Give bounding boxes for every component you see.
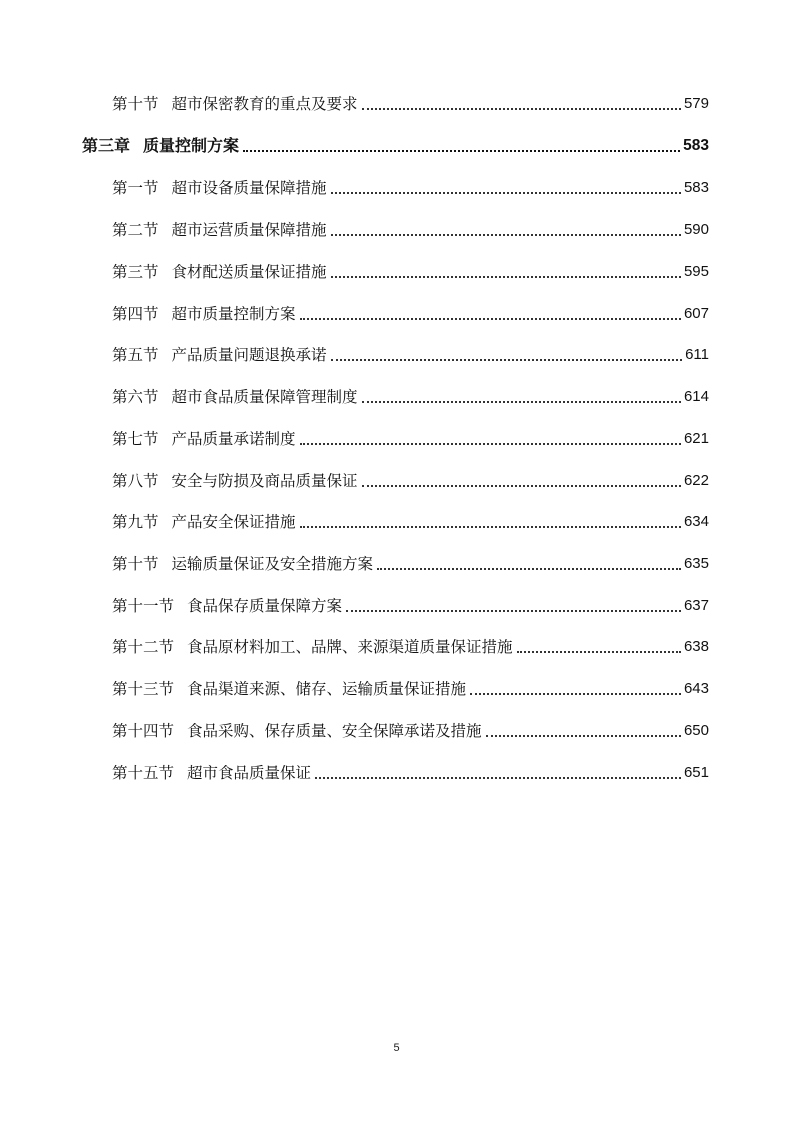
dot-leader	[470, 692, 681, 695]
toc-entry[interactable]	[112, 176, 709, 200]
toc-entry-page: 621	[683, 430, 709, 447]
toc-entry-label: 第二节	[112, 221, 159, 239]
dot-leader	[331, 358, 683, 361]
toc-entry-label: 第六节	[112, 388, 159, 406]
toc-entry[interactable]	[112, 302, 709, 326]
toc-entry-title: 食材配送质量保证措施	[171, 263, 327, 281]
toc-entry-page: 579	[683, 95, 709, 112]
toc-entry-page: 622	[683, 472, 709, 489]
toc-entry[interactable]	[112, 343, 709, 367]
toc-entry-title: 超市运营质量保障措施	[171, 221, 327, 239]
toc-entry[interactable]	[112, 677, 709, 701]
toc-entry[interactable]	[112, 427, 709, 451]
toc-entry-title: 超市食品质量保障管理制度	[171, 388, 358, 406]
toc-entry-title: 产品安全保证措施	[171, 513, 296, 531]
toc-entry[interactable]	[112, 469, 709, 493]
toc-chapter-entry[interactable]	[82, 134, 709, 158]
toc-entry-label: 第七节	[112, 430, 159, 448]
toc-entry-page: 583	[683, 137, 709, 154]
toc-entry-title: 产品质量问题退换承诺	[171, 346, 327, 364]
toc-entry-title: 运输质量保证及安全措施方案	[171, 555, 374, 573]
toc-entry[interactable]	[112, 635, 709, 659]
toc-entry-title: 超市保密教育的重点及要求	[171, 95, 358, 113]
toc-entry[interactable]	[112, 594, 709, 618]
toc-entry-label: 第十四节	[112, 722, 175, 740]
dot-leader	[331, 233, 681, 236]
toc-entry-page: 651	[683, 764, 709, 781]
dot-leader	[300, 317, 681, 320]
toc-entry[interactable]	[112, 92, 709, 116]
toc-entry-title: 食品渠道来源、储存、运输质量保证措施	[187, 680, 467, 698]
toc-entry-label: 第八节	[112, 472, 159, 490]
dot-leader	[300, 525, 681, 528]
toc-entry-label: 第一节	[112, 179, 159, 197]
toc-entry-label: 第五节	[112, 346, 159, 364]
toc-entry-label: 第十五节	[112, 764, 175, 782]
toc-entry-title: 安全与防损及商品质量保证	[171, 472, 358, 490]
toc-entry-page: 607	[683, 305, 709, 322]
toc-entry[interactable]	[112, 761, 709, 785]
toc-entry-label: 第十三节	[112, 680, 175, 698]
toc-entry-label: 第三章	[82, 136, 131, 155]
toc-entry-page: 650	[683, 722, 709, 739]
toc-entry-title: 超市设备质量保障措施	[171, 179, 327, 197]
toc-entry-page: 638	[683, 638, 709, 655]
toc-entry-label: 第三节	[112, 263, 159, 281]
dot-leader	[486, 734, 681, 737]
toc-entry[interactable]	[112, 260, 709, 284]
toc-entry-label: 第四节	[112, 305, 159, 323]
toc-entry-title: 质量控制方案	[143, 136, 240, 155]
toc-entry-label: 第十一节	[112, 597, 175, 615]
toc-entry-title: 超市质量控制方案	[171, 305, 296, 323]
toc-entry-page: 635	[683, 555, 709, 572]
toc-entry-title: 食品保存质量保障方案	[187, 597, 343, 615]
toc-entry-page: 614	[683, 388, 709, 405]
toc-entry-title: 超市食品质量保证	[187, 764, 312, 782]
toc-entry-page: 643	[683, 680, 709, 697]
dot-leader	[331, 191, 681, 194]
toc-entry[interactable]	[112, 552, 709, 576]
toc-entry-label: 第九节	[112, 513, 159, 531]
toc-entry-page: 637	[683, 597, 709, 614]
dot-leader	[517, 650, 681, 653]
dot-leader	[377, 567, 681, 570]
dot-leader	[362, 484, 681, 487]
toc-entry-page: 590	[683, 221, 709, 238]
toc-entry[interactable]	[112, 719, 709, 743]
toc-entry-title: 食品原材料加工、品牌、来源渠道质量保证措施	[187, 638, 513, 656]
dot-leader	[346, 609, 681, 612]
dot-leader	[315, 776, 681, 779]
toc-entry-page: 595	[683, 263, 709, 280]
toc-entry-label: 第十节	[112, 555, 159, 573]
toc-entry-title: 产品质量承诺制度	[171, 430, 296, 448]
toc-entry-page: 611	[685, 346, 709, 363]
dot-leader	[331, 275, 681, 278]
toc-entry[interactable]	[112, 385, 709, 409]
toc-entry-label: 第十节	[112, 95, 159, 113]
toc-entry[interactable]	[112, 218, 709, 242]
toc-entry-page: 583	[683, 179, 709, 196]
toc-entry-label: 第十二节	[112, 638, 175, 656]
toc-entry[interactable]	[112, 510, 709, 534]
dot-leader	[362, 107, 681, 110]
dot-leader	[362, 400, 681, 403]
toc-entry-title: 食品采购、保存质量、安全保障承诺及措施	[187, 722, 482, 740]
page-number: 5	[393, 1042, 400, 1054]
toc-entry-page: 634	[683, 513, 709, 530]
dot-leader	[300, 442, 681, 445]
dot-leader	[243, 149, 680, 152]
